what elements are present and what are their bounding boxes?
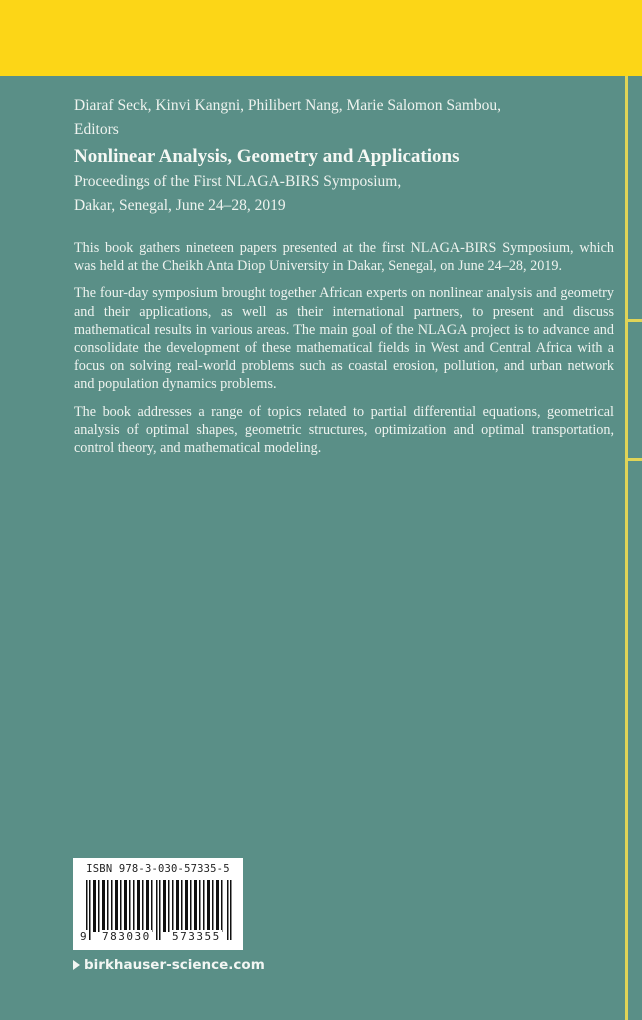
cover-top-band — [0, 0, 642, 76]
isbn-barcode — [73, 858, 243, 950]
book-title: Nonlinear Analysis, Geometry and Applications — [74, 146, 460, 167]
book-header — [74, 94, 614, 218]
barcode-digit-first: 9 — [80, 930, 87, 943]
subtitle-line-2: Dakar, Senegal, June 24–28, 2019 — [74, 197, 286, 214]
spine-divider-line — [625, 76, 628, 1020]
description-paragraph-2: The four-day symposium brought together African experts on nonlinear analysis and geometry and their applications, as well as their international partners, to present and discuss mathematical results in various areas. The main goal of the NLAGA project is to advance and consolidate the development of these mathematical fields in West and Central Africa with a focus on solving real-world problems such as coastal erosion, pollution, and urban network and population dynamics problems. — [74, 285, 614, 393]
isbn-label: ISBN 978-3-030-57335-5 — [86, 863, 230, 875]
description-paragraph-1: This book gathers nineteen papers presented at the first NLAGA-BIRS Symposium, which was held at the Cheikh Anta Diop University in Dakar, Senegal, on June 24–28, 2019. — [74, 240, 614, 275]
play-arrow-icon — [73, 960, 80, 970]
editors-line-1: Diaraf Seck, Kinvi Kangni, Philibert Nang, Marie Salomon Sambou, — [74, 97, 502, 114]
description-paragraph-3: The book addresses a range of topics related to partial differential equations, geometrical analysis of optimal shapes, geometric structures, optimization and optimal transportation, control theory, and mathematical modeling. — [74, 403, 614, 457]
spine-tick-lower — [626, 458, 642, 461]
editors-line-2: Editors — [74, 121, 119, 138]
publisher-website-text: birkhauser-science.com — [84, 957, 265, 973]
publisher-website-link[interactable] — [73, 957, 265, 973]
subtitle-line-1: Proceedings of the First NLAGA-BIRS Symposium, — [74, 173, 402, 190]
spine-tick-upper — [626, 319, 642, 322]
barcode-digits-left: 783030 — [102, 930, 151, 943]
barcode-digits-right: 573355 — [172, 930, 221, 943]
book-description — [74, 239, 614, 466]
